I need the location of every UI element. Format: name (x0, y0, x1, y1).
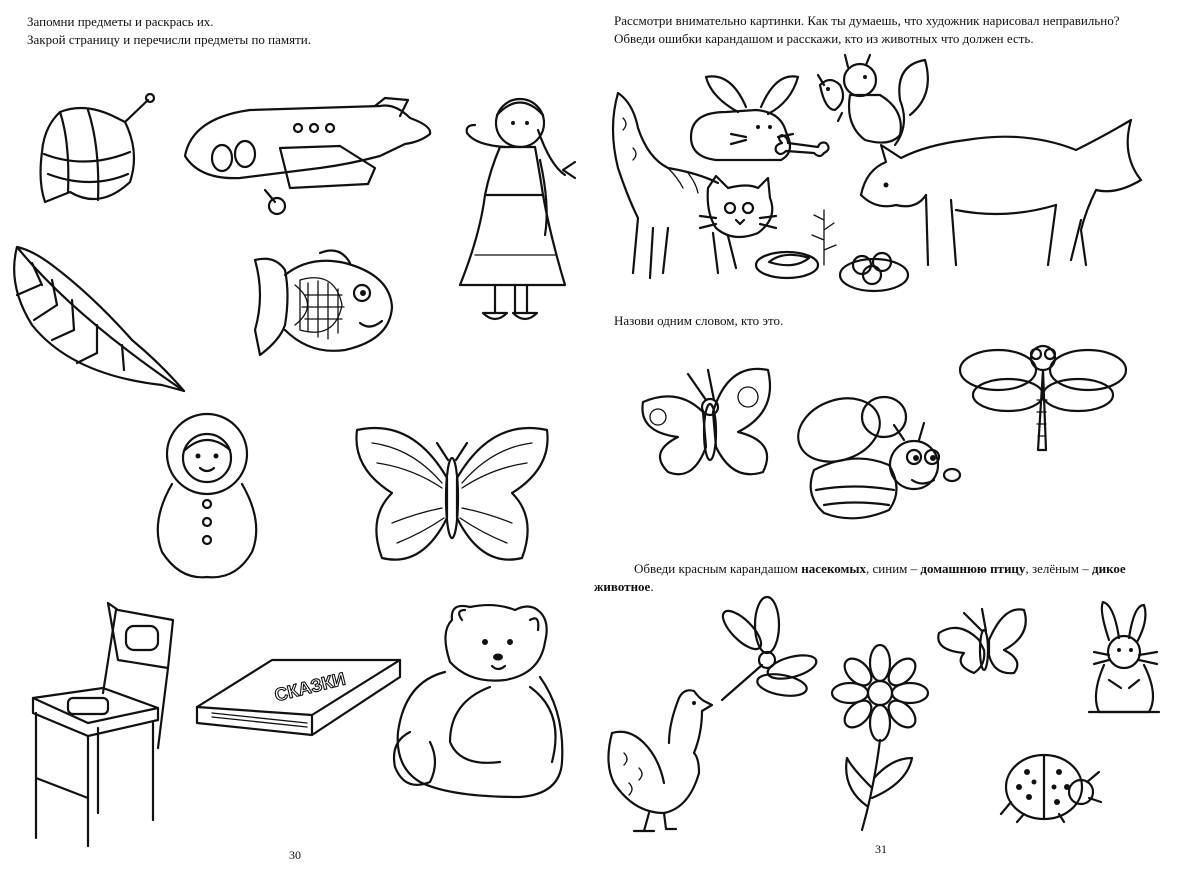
girl-icon (455, 85, 585, 340)
task3-part1: Обведи красным карандашом (634, 561, 802, 576)
hen-icon (604, 683, 714, 833)
fish-icon (250, 245, 395, 365)
task1-line1: Рассмотри внимательно картинки. Как ты думаешь, что художник нарисовал неправильно? (614, 13, 1120, 28)
task3-part3: , зелёным – (1025, 561, 1093, 576)
insects-keyword: насекомых (801, 561, 867, 576)
ladybug-icon (999, 742, 1104, 824)
left-instruction-line2: Закрой страницу и перечисли предметы по памяти. (27, 32, 312, 47)
greens-icon (806, 205, 841, 265)
task3-line1 (634, 560, 1126, 578)
wild-animal-keyword-2: животное (594, 579, 651, 594)
left-page-number: 30 (289, 848, 301, 862)
dragonfly-icon (712, 605, 817, 705)
right-page (594, 0, 1188, 876)
butterfly-icon (638, 362, 778, 487)
wolf-icon (856, 100, 1151, 270)
left-instruction-line1: Запомни предметы и раскрась их. (27, 14, 214, 29)
hare-icon (1079, 600, 1174, 720)
task3-part2: , синим – (866, 561, 921, 576)
flower-icon (832, 648, 932, 833)
book-icon (192, 655, 404, 747)
chair-icon (28, 598, 178, 848)
dragonfly-icon (958, 340, 1128, 455)
task3-line2 (594, 578, 654, 596)
roly-poly-doll-icon (150, 412, 265, 582)
leaf-icon (12, 245, 192, 395)
butterfly-icon (352, 418, 552, 573)
poultry-keyword: домашнюю птицу (920, 561, 1026, 576)
task1-line2: Обведи ошибки карандашом и расскажи, кто из животных что должен есть. (614, 31, 1034, 46)
task2-text: Назови одним словом, кто это. (614, 313, 784, 328)
butterfly-icon (934, 605, 1034, 680)
book-title-label: СКАЗКИ (272, 668, 348, 706)
spinning-top-icon (30, 92, 155, 212)
bee-icon (794, 395, 964, 525)
task3-end: . (650, 579, 654, 594)
teddy-bear-icon (390, 602, 565, 802)
airplane-icon (180, 98, 435, 216)
right-page-number: 31 (875, 842, 887, 856)
wild-animal-keyword-1: дикое (1092, 561, 1126, 576)
